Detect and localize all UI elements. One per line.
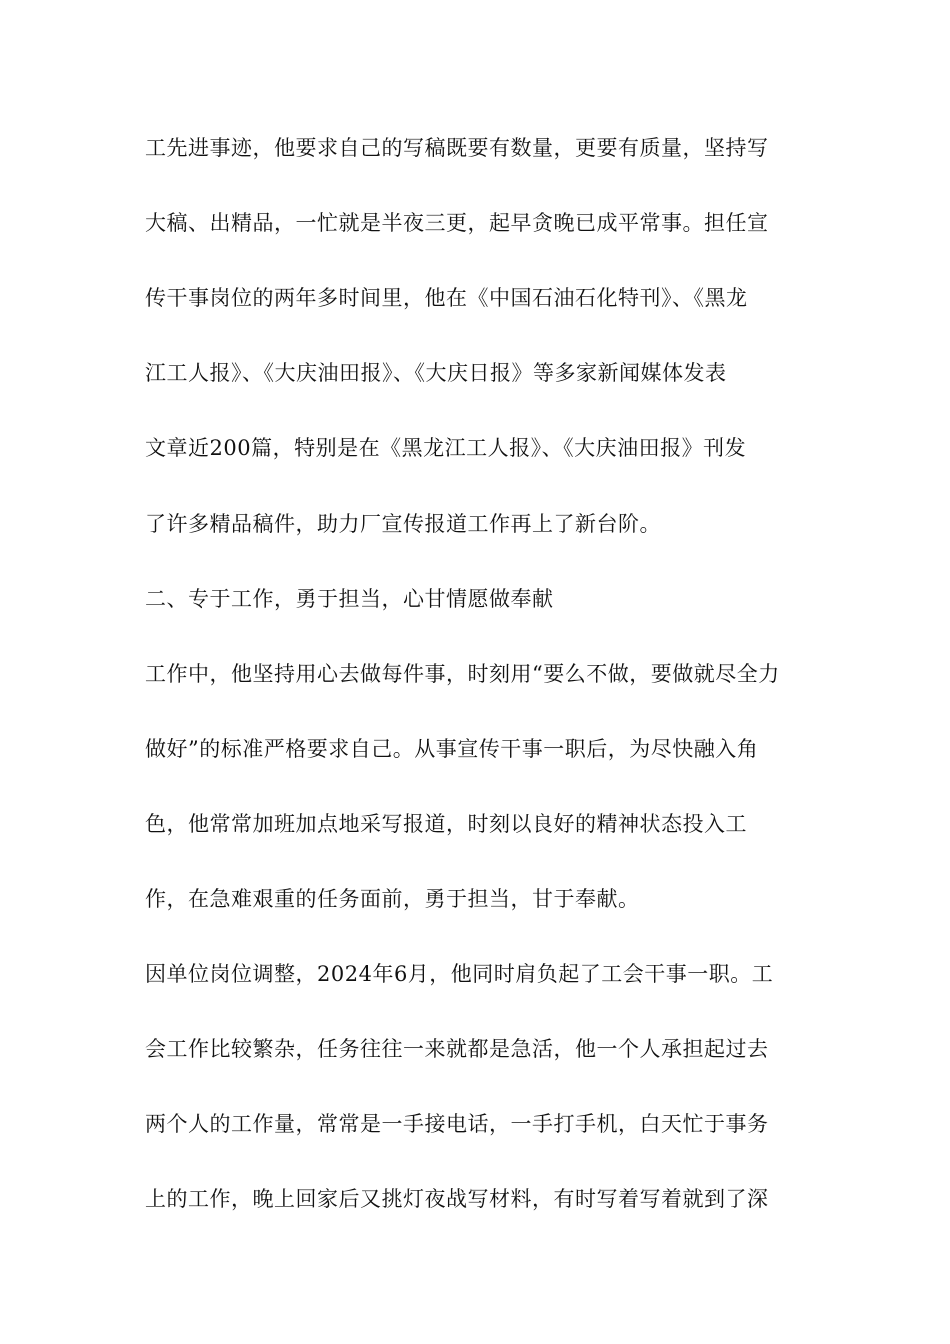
text-line: 大稿、出精品，一忙就是半夜三更，起早贪晚已成平常事。担任宣: [145, 211, 769, 235]
text-line: 工作中，他坚持用心去做每件事，时刻用“要么不做，要做就尽全力: [145, 662, 780, 686]
text-line: 因单位岗位调整，2024年6月，他同时肩负起了工会干事一职。工: [145, 962, 774, 986]
text-line: 传干事岗位的两年多时间里，他在《中国石油石化特刊》、《黑龙: [145, 286, 748, 310]
text-line: 会工作比较繁杂，任务往往一来就都是急活，他一个人承担起过去: [145, 1037, 769, 1061]
text-line: 了许多精品稿件，助力厂宣传报道工作再上了新台阶。: [145, 512, 661, 536]
text-line: 做好”的标准严格要求自己。从事宣传干事一职后，为尽快融入角: [145, 737, 759, 761]
text-line: 文章近200篇，特别是在《黑龙江工人报》、《大庆油田报》刊发: [145, 436, 747, 460]
text-line: 作，在急难艰重的任务面前，勇于担当，甘于奉献。: [145, 887, 640, 911]
text-line: 上的工作，晚上回家后又挑灯夜战写材料，有时写着写着就到了深: [145, 1187, 769, 1211]
text-line: 两个人的工作量，常常是一手接电话，一手打手机，白天忙于事务: [145, 1112, 769, 1136]
text-line: 江工人报》、《大庆油田报》、《大庆日报》等多家新闻媒体发表: [145, 361, 727, 385]
text-line: 色，他常常加班加点地采写报道，时刻以良好的精神状态投入工: [145, 812, 747, 836]
text-line: 工先进事迹，他要求自己的写稿既要有数量，更要有质量，坚持写: [145, 136, 769, 160]
section-heading: 二、专于工作，勇于担当，心甘情愿做奉献: [145, 587, 554, 611]
